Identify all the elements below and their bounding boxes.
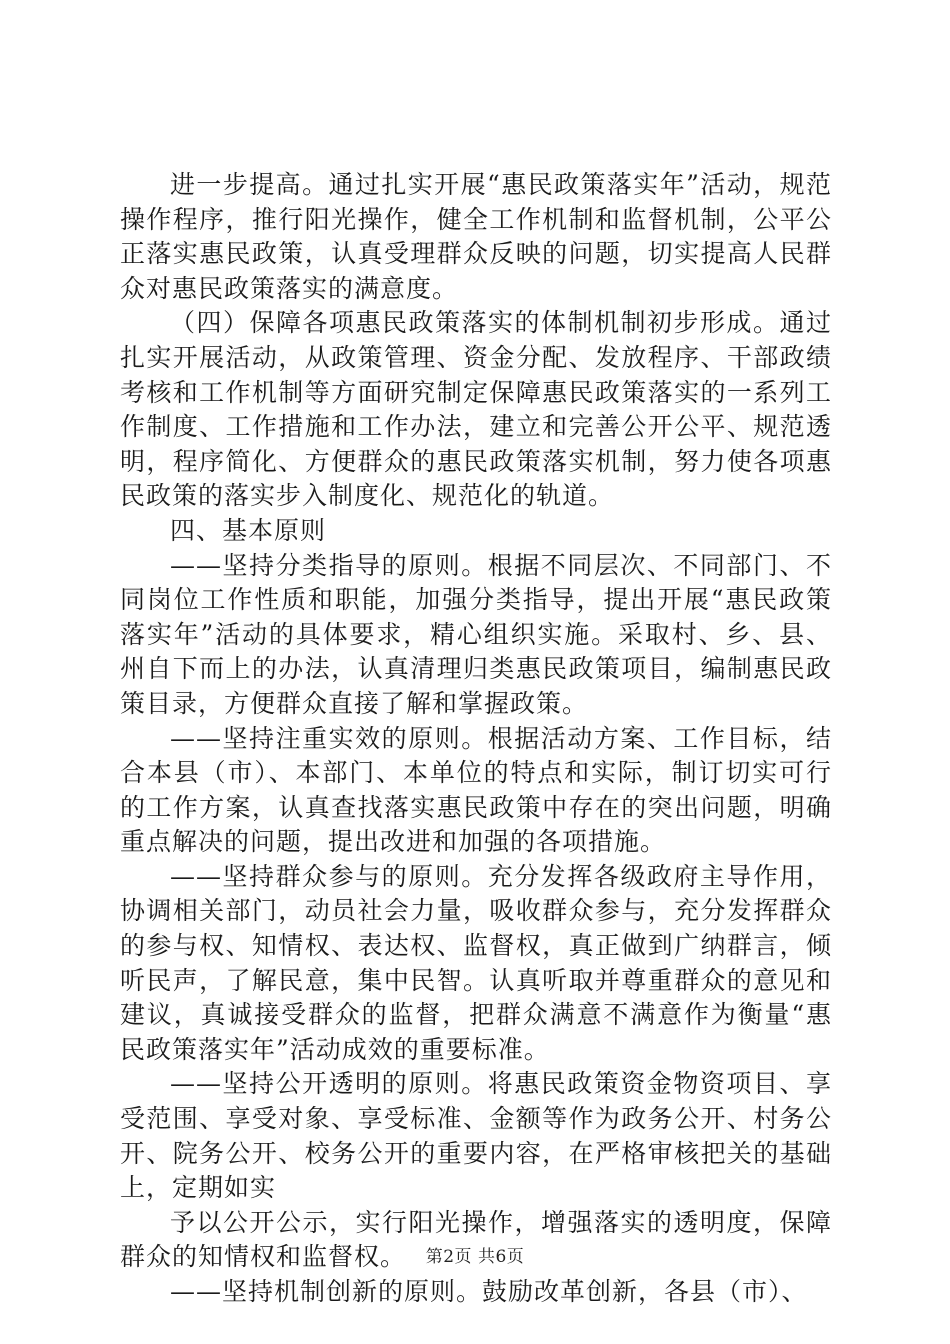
page-number: 第2页 共6页 [425,1247,525,1267]
paragraph-2: （四）保障各项惠民政策落实的体制机制初步形成。通过扎实开展活动，从政策管理、资金分配、发放程序、干部政绩考核和工作机制等方面研究制定保障惠民政策落实的一系列工作制度、工作措施和工作办法，建立和完善公开公平、规范透明，程序简化、方便群众的惠民政策落实机制，努力使各项惠民政策的落实步入制度化、规范化的轨道。 [120,308,832,511]
paragraph-principle-classified-guidance: ——坚持分类指导的原则。根据不同层次、不同部门、不同岗位工作性质和职能，加强分类指导，提出开展“惠民政策落实年”活动的具体要求，精心组织实施。采取村、乡、县、州自下而上的办法，认真清理归类惠民政策项目，编制惠民政策目录，方便群众直接了解和掌握政策。 [120,550,832,718]
paragraph-principle-public-participation: ——坚持群众参与的原则。充分发挥各级政府主导作用，协调相关部门，动员社会力量，吸收群众参与，充分发挥群众的参与权、知情权、表达权、监督权，真正做到广纳群言，倾听民声，了解民意，集中民智。认真听取并尊重群众的意见和建议，真诚接受群众的监督，把群众满意不满意作为衡量“惠民政策落实年”活动成效的重要标准。 [120,861,832,1064]
paragraph-principle-transparency: ——坚持公开透明的原则。将惠民政策资金物资项目、享受范围、享受对象、享受标准、金额等作为政务公开、村务公开、院务公开、校务公开的重要内容，在严格审核把关的基础上，定期如实 [120,1069,832,1203]
paragraph-principle-innovation: ——坚持机制创新的原则。鼓励改革创新，各县（市）、 [170,1277,808,1306]
paragraph-1: 进一步提高。通过扎实开展“惠民政策落实年”活动，规范操作程序，推行阳光操作，健全工作机制和监督机制，公平公正落实惠民政策，认真受理群众反映的问题，切实提高人民群众对惠民政策落实的满意度。 [120,170,832,303]
paragraph-transparency-continued: 予以公开公示，实行阳光操作，增强落实的透明度，保障群众的知情权和监督权。 [120,1207,832,1272]
document-body [120,168,832,1310]
paragraph-principle-effectiveness: ——坚持注重实效的原则。根据活动方案、工作目标，结合本县（市）、本部门、本单位的特点和实际，制订切实可行的工作方案，认真查找落实惠民政策中存在的突出问题，明确重点解决的问题，提出改进和加强的各项措施。 [120,723,832,857]
section-heading-basic-principles: 四、基本原则 [170,515,327,545]
page-footer [0,1242,950,1267]
